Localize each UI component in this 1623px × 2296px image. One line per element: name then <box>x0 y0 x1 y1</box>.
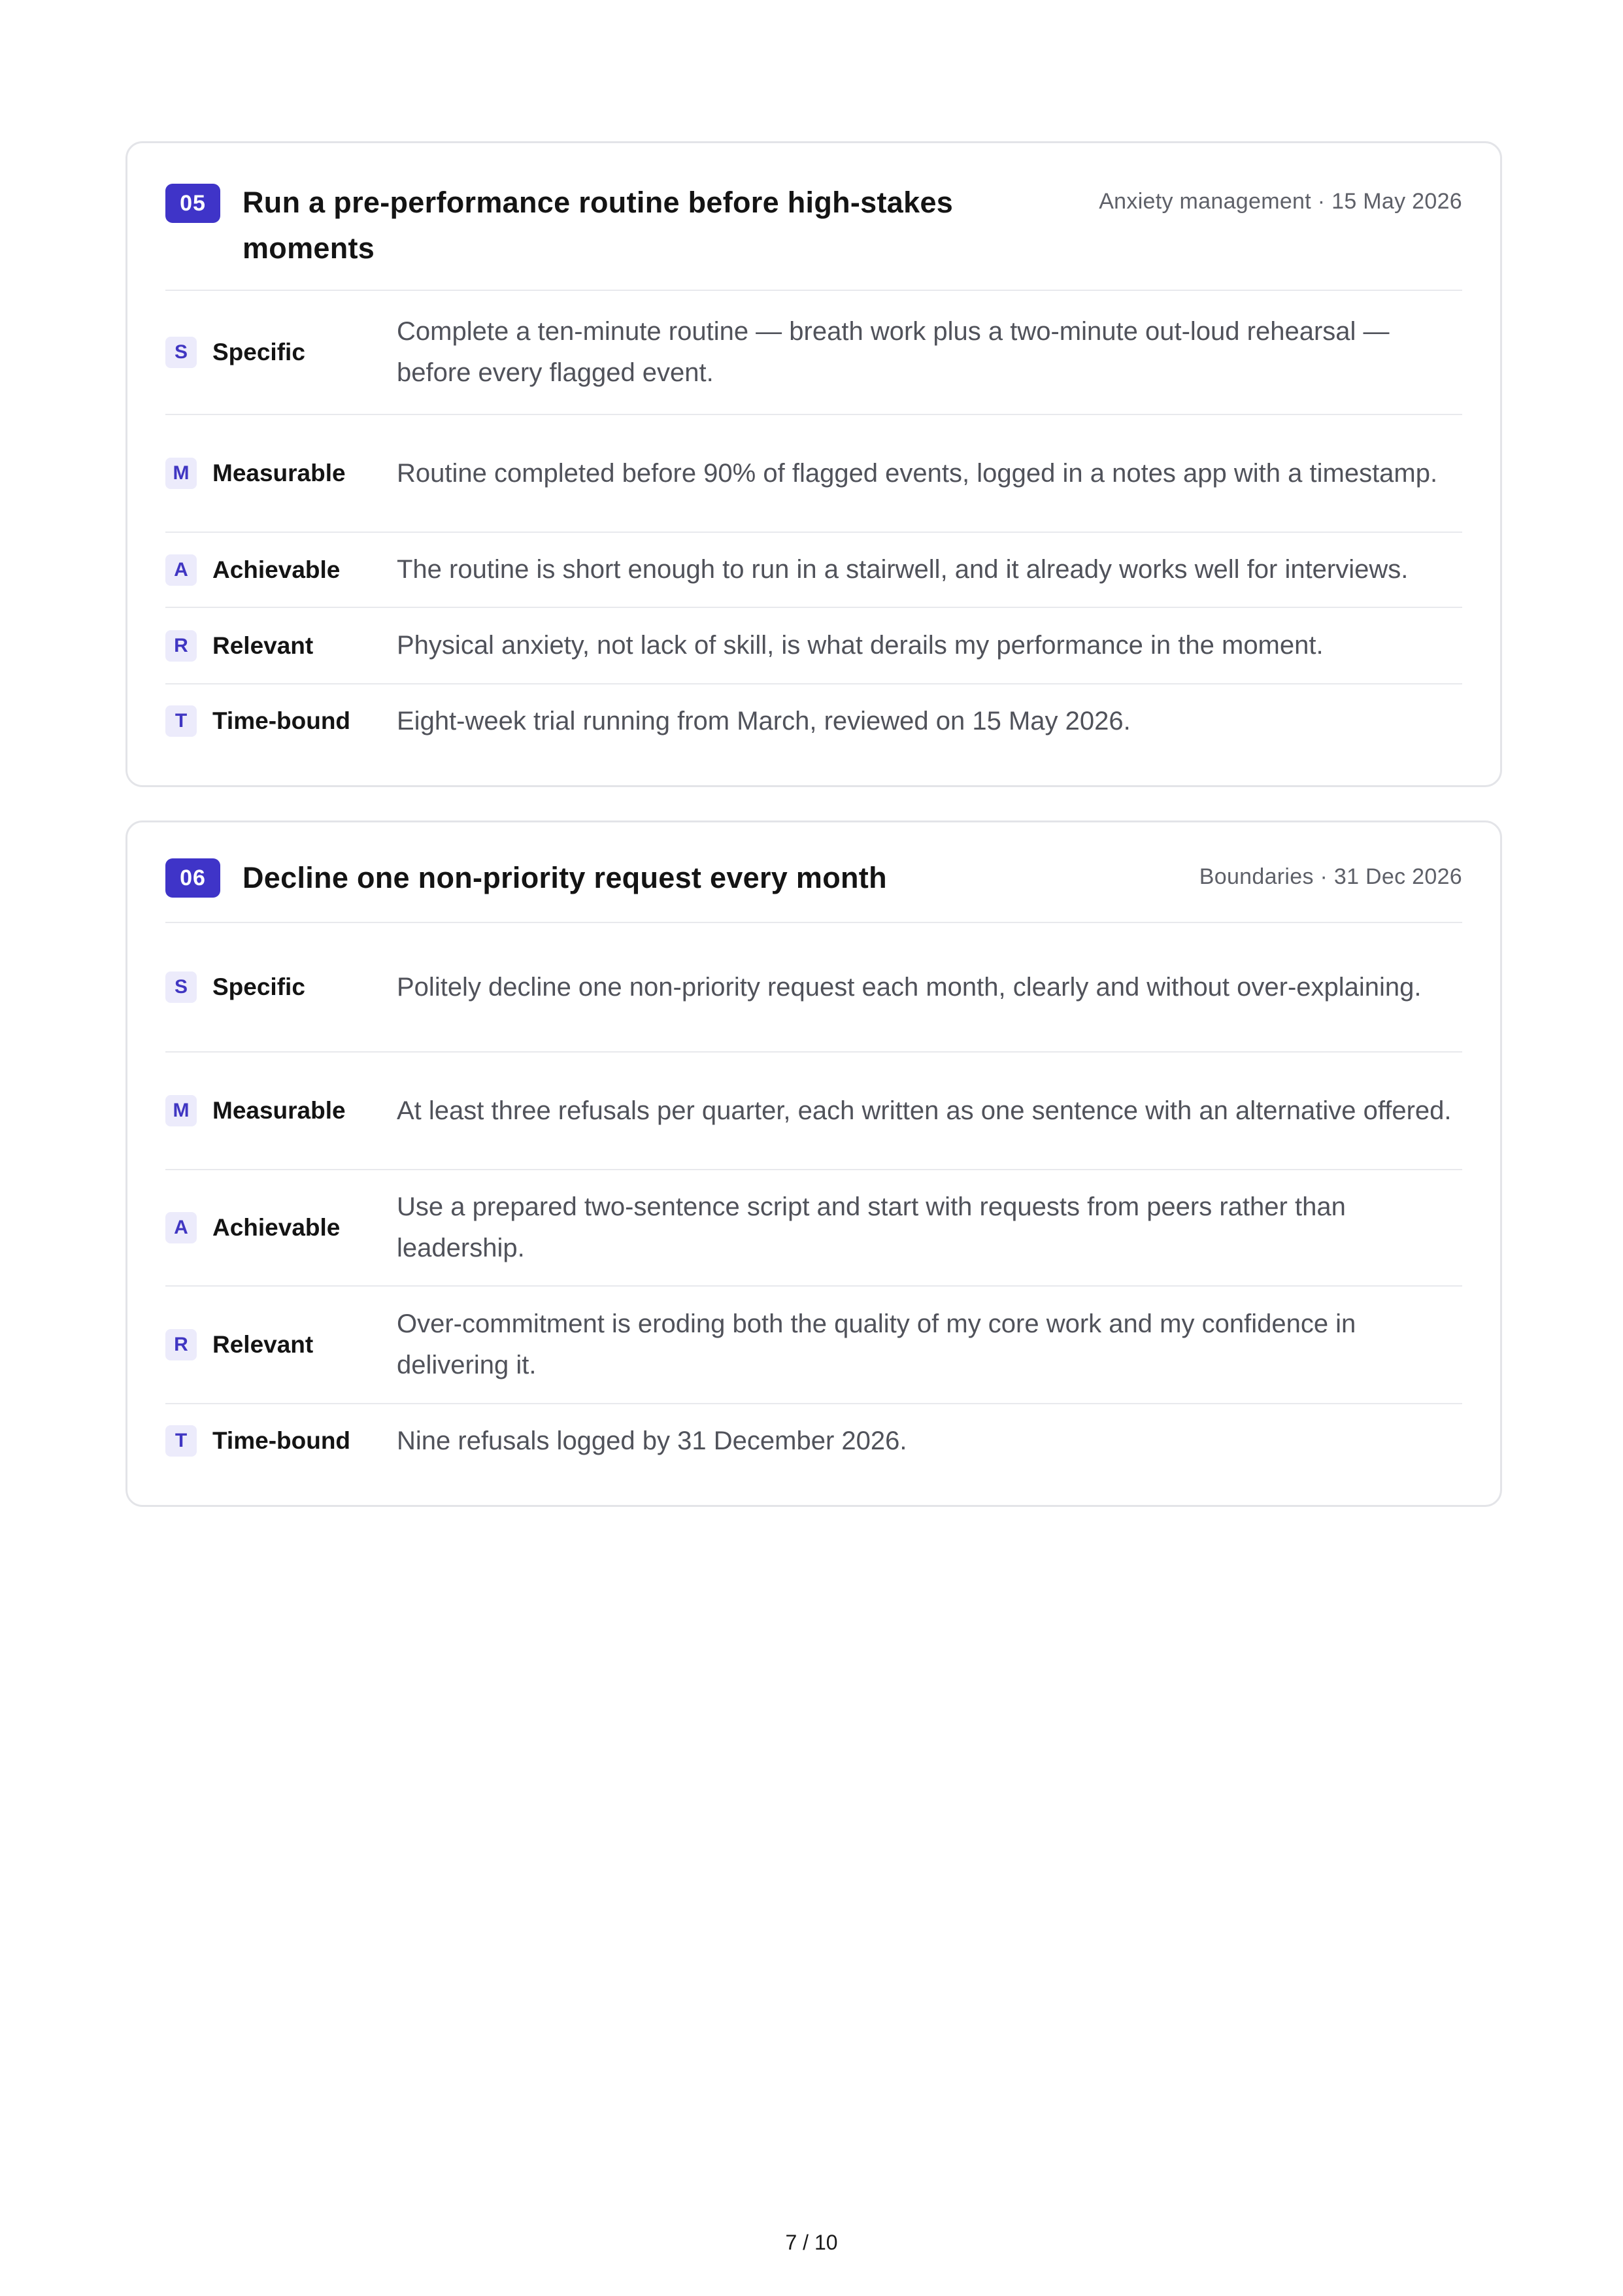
criterion-row-achievable <box>165 1170 1462 1287</box>
goal-card-06 <box>125 820 1502 1507</box>
criterion-label: Achievable <box>212 556 341 583</box>
criterion-text: The routine is short enough to run in a stairwell, and it already works well for interviews. <box>397 555 1409 584</box>
criterion-text: Routine completed before 90% of flagged events, logged in a notes app with a timestamp. <box>397 458 1438 488</box>
criterion-text: Eight-week trial running from March, reviewed on 15 May 2026. <box>397 706 1131 735</box>
criterion-text: Politely decline one non-priority request each month, clearly and without over-explaining. <box>397 972 1422 1002</box>
criterion-label: Relevant <box>212 1331 314 1358</box>
criterion-text: At least three refusals per quarter, each written as one sentence with an alternative offered. <box>397 1096 1452 1125</box>
criterion-text: Use a prepared two-sentence script and start with requests from peers rather than leadership. <box>397 1192 1346 1262</box>
criterion-letter-badge: M <box>165 1095 197 1126</box>
goal-header <box>165 143 1462 291</box>
criterion-label: Time-bound <box>212 707 351 734</box>
goal-title: Decline one non-priority request every month <box>243 861 887 894</box>
criterion-letter-badge: S <box>165 971 197 1003</box>
goal-number-badge: 06 <box>165 858 220 898</box>
criterion-letter-badge: T <box>165 1425 197 1457</box>
criterion-letter-badge: A <box>165 554 197 586</box>
goal-number-badge: 05 <box>165 184 220 223</box>
criterion-label: Time-bound <box>212 1427 351 1454</box>
criterion-label: Specific <box>212 973 305 1000</box>
criterion-row-relevant <box>165 608 1462 684</box>
criterion-letter-badge: S <box>165 337 197 368</box>
criterion-text: Nine refusals logged by 31 December 2026. <box>397 1426 907 1455</box>
criterion-row-measurable <box>165 1053 1462 1170</box>
criterion-label: Relevant <box>212 632 314 659</box>
criterion-row-relevant <box>165 1287 1462 1404</box>
goal-header <box>165 822 1462 923</box>
criterion-text: Complete a ten-minute routine — breath work plus a two-minute out-loud rehearsal — before every flagged event. <box>397 317 1390 387</box>
goal-card-05 <box>125 141 1502 787</box>
criterion-label: Achievable <box>212 1214 341 1241</box>
criterion-text: Physical anxiety, not lack of skill, is what derails my performance in the moment. <box>397 631 1324 660</box>
criterion-row-specific <box>165 291 1462 415</box>
goal-meta: Boundaries · 31 Dec 2026 <box>1199 864 1462 889</box>
page-indicator: 7 / 10 <box>785 2231 838 2254</box>
criterion-row-time-bound <box>165 684 1462 758</box>
criterion-letter-badge: T <box>165 705 197 737</box>
criterion-letter-badge: A <box>165 1212 197 1243</box>
criterion-letter-badge: R <box>165 1329 197 1360</box>
criterion-label: Specific <box>212 339 305 365</box>
criterion-row-time-bound <box>165 1404 1462 1477</box>
criterion-row-achievable <box>165 533 1462 608</box>
criterion-text: Over-commitment is eroding both the quality of my core work and my confidence in delivering it. <box>397 1309 1356 1379</box>
goal-meta: Anxiety management · 15 May 2026 <box>1099 189 1462 214</box>
criterion-label: Measurable <box>212 1097 346 1124</box>
goal-title: Run a pre-performance routine before high-stakes moments <box>243 186 954 265</box>
criterion-letter-badge: R <box>165 630 197 662</box>
criterion-row-specific <box>165 923 1462 1053</box>
criterion-row-measurable <box>165 415 1462 533</box>
criterion-letter-badge: M <box>165 458 197 489</box>
criterion-label: Measurable <box>212 460 346 486</box>
